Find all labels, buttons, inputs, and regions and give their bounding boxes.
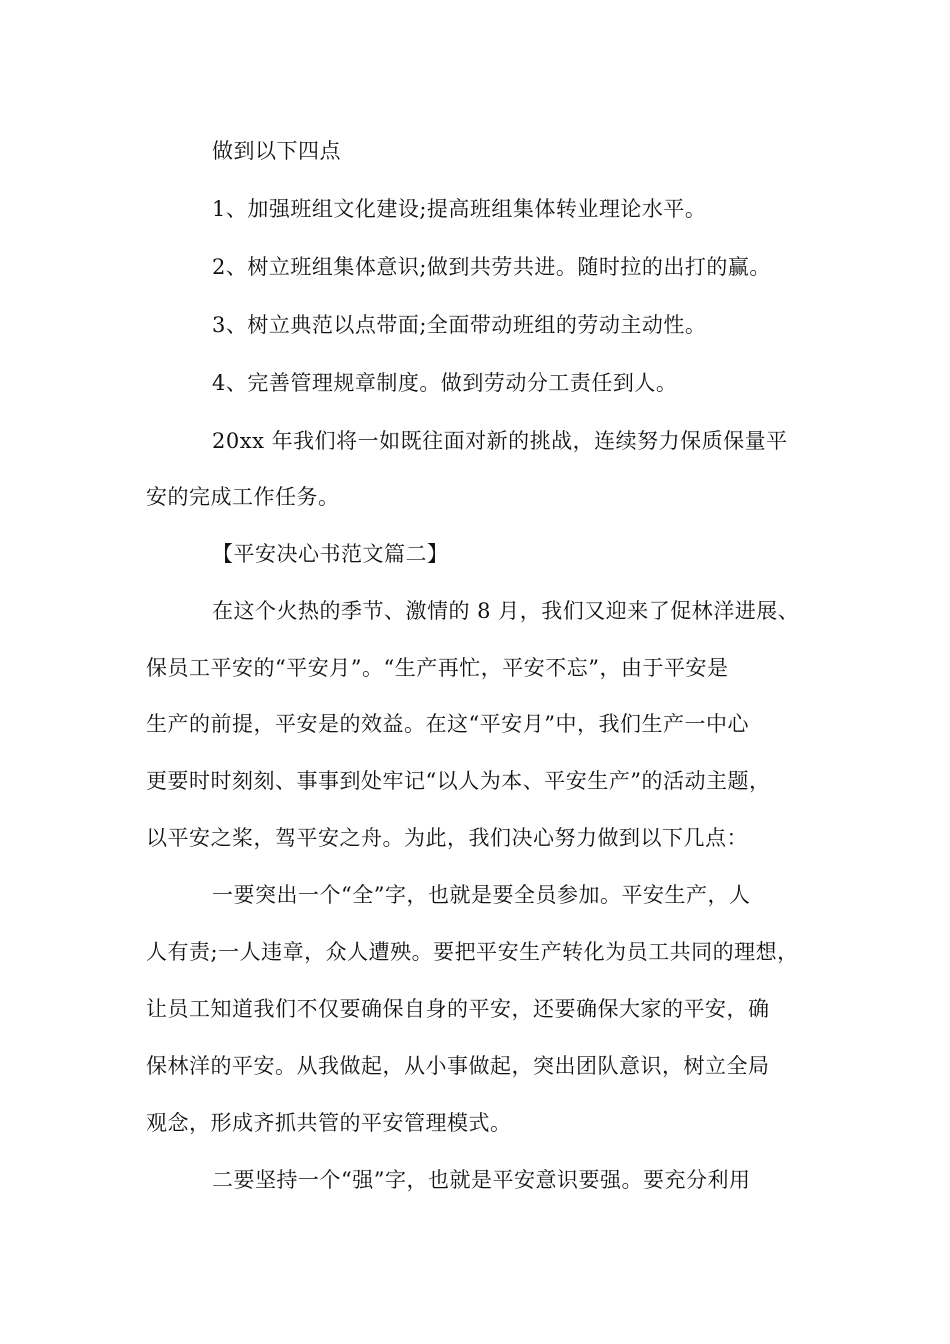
text-line: 二要坚持一个“强”字，也就是平安意识要强。要充分利用 xyxy=(212,1168,751,1192)
text-line: 在这个火热的季节、激情的 8 月，我们又迎来了促林洋进展、 xyxy=(212,599,800,623)
section-heading: 【平安决心书范文篇二】 xyxy=(212,542,449,566)
text-line: 保员工平安的“平安月”。“生产再忙，平安不忘”，由于平安是 xyxy=(146,656,729,680)
text-line: 4、完善管理规章制度。做到劳动分工责任到人。 xyxy=(212,371,678,395)
text-line: 1、加强班组文化建设;提高班组集体转业理论水平。 xyxy=(212,197,707,221)
text-line: 做到以下四点 xyxy=(212,139,341,163)
text-line: 3、树立典范以点带面;全面带动班组的劳动主动性。 xyxy=(212,313,707,337)
text-line: 人有责;一人违章，众人遭殃。要把平安生产转化为员工共同的理想， xyxy=(146,940,799,964)
text-line: 更要时时刻刻、事事到处牢记“以人为本、平安生产”的活动主题， xyxy=(146,769,771,793)
text-line: 让员工知道我们不仅要确保自身的平安，还要确保大家的平安，确 xyxy=(146,997,770,1021)
text-line: 保林洋的平安。从我做起，从小事做起，突出团队意识，树立全局 xyxy=(146,1054,770,1078)
text-line: 一要突出一个“全”字，也就是要全员参加。平安生产，人 xyxy=(212,883,751,907)
text-line: 生产的前提，平安是的效益。在这“平安月”中，我们生产一中心 xyxy=(146,712,749,736)
text-line: 2、树立班组集体意识;做到共劳共进。随时拉的出打的赢。 xyxy=(212,255,771,279)
text-line: 以平安之桨，驾平安之舟。为此，我们决心努力做到以下几点： xyxy=(146,826,748,850)
text-line: 20xx 年我们将一如既往面对新的挑战，连续努力保质保量平 xyxy=(212,429,788,453)
text-line: 观念，形成齐抓共管的平安管理模式。 xyxy=(146,1111,512,1135)
text-line: 安的完成工作任务。 xyxy=(146,485,340,509)
